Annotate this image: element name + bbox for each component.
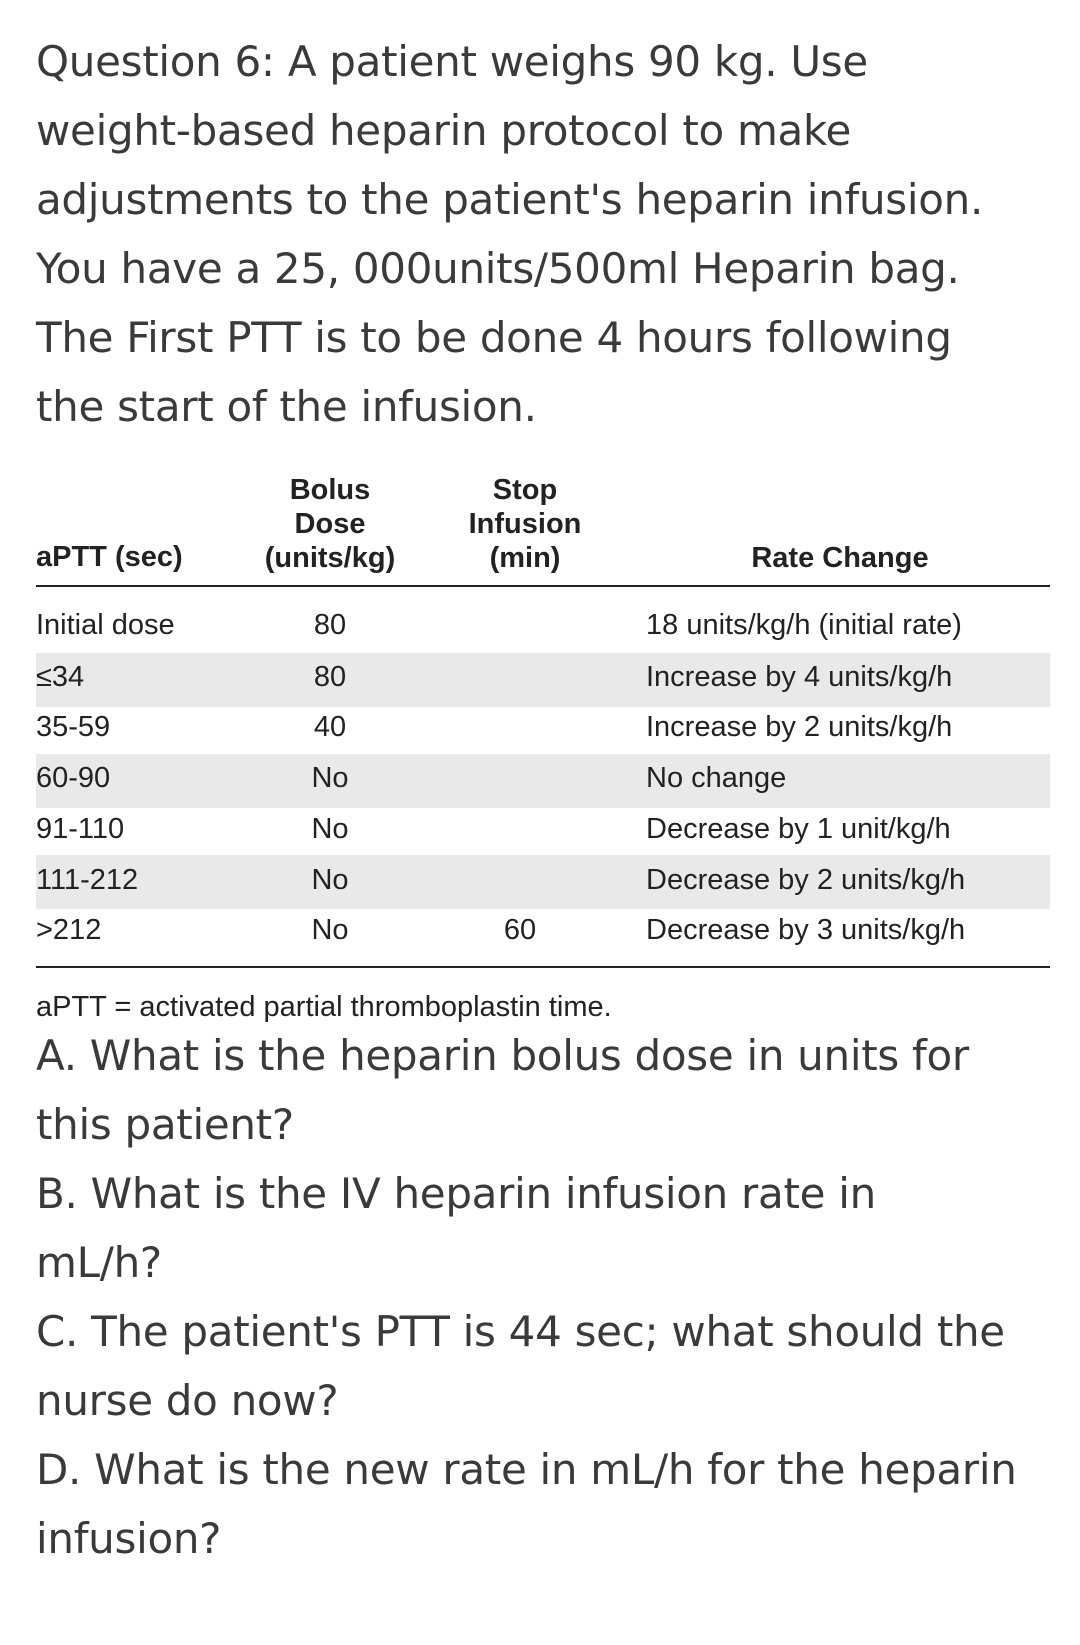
question-line: the start of the infusion. (36, 382, 537, 431)
cell-rate: 18 units/kg/h (initial rate) (646, 609, 962, 641)
sub-question-line: B. What is the IV heparin infusion rate in (36, 1169, 876, 1218)
cell-aptt: 111-212 (36, 864, 139, 896)
cell-bolus: No (311, 762, 349, 794)
cell-aptt: 35-59 (36, 711, 111, 743)
cell-aptt: ≤34 (36, 661, 85, 693)
cell-bolus: No (311, 864, 349, 896)
cell-aptt: >212 (36, 914, 102, 946)
cell-bolus: No (311, 813, 349, 845)
header-bolus-line2: Dose (294, 508, 366, 540)
sub-question-line: this patient? (36, 1100, 294, 1149)
header-stop-line3: (min) (489, 542, 561, 574)
cell-bolus: No (311, 914, 349, 946)
cell-rate: No change (646, 762, 787, 794)
question-line: adjustments to the patient's heparin infusion. (36, 175, 984, 224)
header-stop-line1: Stop (492, 474, 558, 506)
sub-question-line: infusion? (36, 1514, 222, 1563)
cell-rate: Decrease by 2 units/kg/h (646, 864, 966, 896)
table-top-rule (36, 585, 1050, 587)
question-line: You have a 25, 000units/500ml Heparin bag. (36, 244, 960, 293)
cell-bolus: 80 (313, 661, 347, 693)
cell-rate: Increase by 2 units/kg/h (646, 711, 953, 743)
cell-aptt: Initial dose (36, 609, 175, 641)
cell-aptt: 60-90 (36, 762, 111, 794)
header-bolus-line3: (units/kg) (264, 542, 396, 574)
question-line: weight-based heparin protocol to make (36, 106, 852, 155)
table-footnote: aPTT = activated partial thromboplastin time. (36, 991, 612, 1023)
header-rate-change: Rate Change (751, 542, 929, 574)
cell-bolus: 40 (313, 711, 347, 743)
sub-question-line: nurse do now? (36, 1376, 339, 1425)
table-bottom-rule (36, 966, 1050, 968)
question-line: The First PTT is to be done 4 hours following (36, 313, 952, 362)
header-bolus-line1: Bolus (289, 474, 371, 506)
sub-question-line: A. What is the heparin bolus dose in units for (36, 1031, 969, 1080)
cell-aptt: 91-110 (36, 813, 125, 845)
cell-rate: Increase by 4 units/kg/h (646, 661, 953, 693)
cell-stop: 60 (503, 914, 537, 946)
question-line: Question 6: A patient weighs 90 kg. Use (36, 37, 868, 86)
cell-bolus: 80 (313, 609, 347, 641)
header-aptt: aPTT (sec) (36, 541, 183, 573)
header-stop-line2: Infusion (468, 508, 582, 540)
sub-question-line: mL/h? (36, 1238, 162, 1287)
sub-question-line: D. What is the new rate in mL/h for the heparin (36, 1445, 1017, 1494)
sub-question-line: C. The patient's PTT is 44 sec; what should the (36, 1307, 1005, 1356)
row-stripe (36, 754, 1050, 808)
cell-rate: Decrease by 1 unit/kg/h (646, 813, 951, 845)
cell-rate: Decrease by 3 units/kg/h (646, 914, 966, 946)
